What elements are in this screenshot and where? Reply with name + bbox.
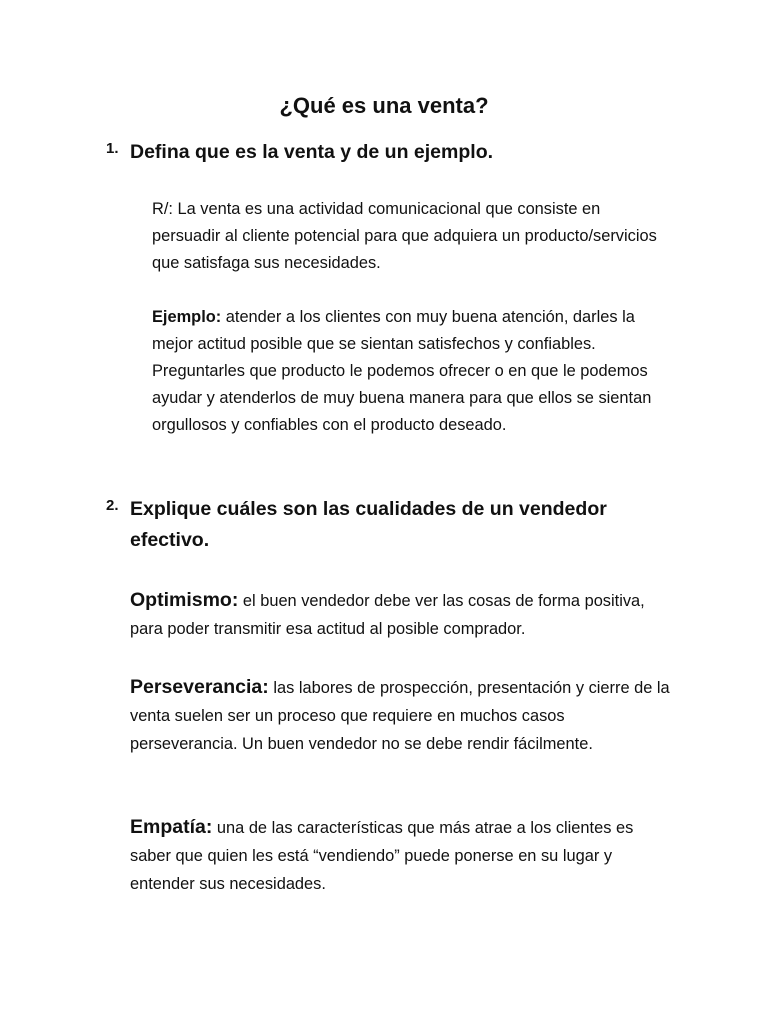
quality-label: Empatía: [130,816,213,838]
question-number: 2. [106,497,119,514]
answer-paragraph: R/: La venta es una actividad comunicacional que consiste en persuadir al cliente potencial para que adquiera un producto/servicios que satisfaga sus necesidades. [152,200,657,272]
question-text: Explique cuáles son las cualidades de un vendedor efectivo. [130,498,607,551]
quality-label: Perseverancia: [130,676,269,698]
example-paragraph [152,304,667,439]
quality-label: Optimismo: [130,589,239,611]
question-2 [106,494,666,556]
quality-perseverancia [130,673,675,758]
quality-text: las labores de prospección, presentación y cierre de la venta suelen ser un proceso que requiere en muchos casos perseverancia. Un buen vendedor no se debe rendir fácilmente. [130,679,670,753]
question-text: Defina que es la venta y de un ejemplo. [130,141,494,163]
question-1 [106,137,666,168]
quality-text: una de las características que más atrae a los clientes es saber que quien les está “vendiendo” puede ponerse en su lugar y entender sus necesidades. [130,819,634,893]
example-text: atender a los clientes con muy buena atención, darles la mejor actitud posible que se sientan satisfechos y confiables. Preguntarles que producto le podemos ofrecer o en que le podemos ayudar y atenderlos de muy buena manera para que ellos se sientan orgullosos y confiables con el producto deseado. [152,308,652,434]
question-number: 1. [106,140,119,157]
document-title: ¿Qué es una venta? [279,93,489,118]
quality-optimismo [130,586,675,643]
example-label: Ejemplo: [152,308,222,326]
quality-text: el buen vendedor debe ver las cosas de forma positiva, para poder transmitir esa actitud al posible comprador. [130,592,645,638]
quality-empatia [130,813,675,898]
